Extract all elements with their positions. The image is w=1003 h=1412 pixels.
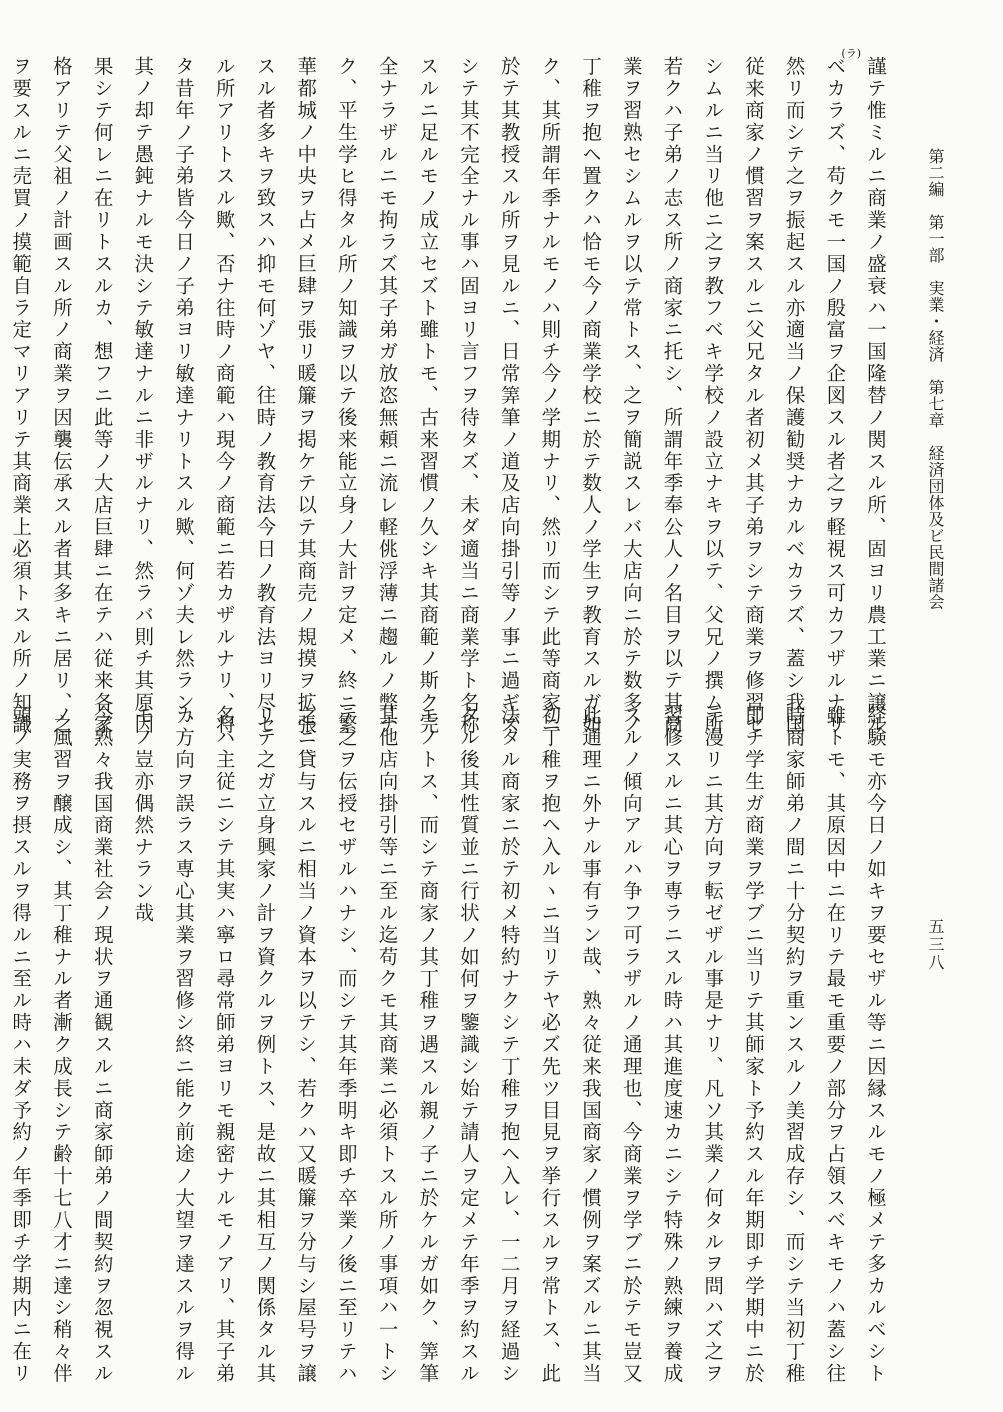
text-line: 頭ノ実務ヲ摂スルヲ得ルニ至ル時ハ未ダ予約ノ年季即チ学期内ニ在リ xyxy=(9,705,33,1385)
text-line: タ昔年ノ子弟皆今日ノ子弟ヨリ敏達ナリトスル歟、何ゾ夫レ然ラン、 xyxy=(172,56,196,736)
text-line: タル後其性質並ニ行状ノ如何ヲ鑒識シ始テ請人ヲ定メテ年季ヲ約スル xyxy=(456,705,480,1385)
text-line: 習修スルニ其心ヲ専ラニスル時ハ其進度速カニシテ特殊ノ熟練ヲ養成 xyxy=(660,705,684,1385)
text-line: ル所アリトスル歟、否ナ往時ノ商範ハ現今ノ商範ニ若カザルナリ、将 xyxy=(212,56,236,736)
text-line: 全ナラザルニモ拘ラズ其子弟ガ放恣無頼ニ流レ軽佻浮薄ニ趨ルノ弊ナ xyxy=(375,56,399,736)
text-line: 丁稚ヲ抱ヘ置クハ恰モ今ノ商業学校ニ於テ数人ノ学生ヲ教育スルガ如 xyxy=(579,56,603,736)
text-line: ク、平生学ヒ得タル所ノ知識ヲ以テ後来能立身ノ大計ヲ定メ、終ニ繁 xyxy=(334,56,358,736)
text-line: 経験モ亦今日ノ如キヲ要セザル等ニ因縁スルモノ極メテ多カルベシト xyxy=(864,705,887,1385)
running-head: 第二編 第一部 実業・経済 第七章 経済団体及ビ民間諸会 xyxy=(926,148,945,610)
text-line: カ方向ヲ誤ラス専心其業ヲ習修シ終ニ能ク前途ノ大望ヲ達スルヲ得ル xyxy=(172,705,196,1385)
text-line: ク、其所謂年季ナルモノハ則チ今ノ学期ナリ、然リ而シテ此等商家ニ xyxy=(538,56,562,736)
text-line: スルノ傾向アルハ争フ可ラザルノ通理也、今商業ヲ学ブニ於テモ豈又 xyxy=(619,705,643,1385)
text-line: シテ其不完全ナル事ハ固ヨリ言フヲ待タズ、未ダ適当ニ商業学ト名称 xyxy=(456,56,480,736)
text-line: 従来商家ノ慣習ヲ案スルニ父兄タル者初メ其子弟ヲシテ商業ヲ修習セ xyxy=(741,56,765,736)
text-line: 其他店向掛引等ニ至ル迄苟クモ其商業ニ必須トスル所ノ事項ハ一トシ xyxy=(375,705,399,1385)
text-line: 於テ其教授スル所ヲ見ルニ、日常筭筆ノ道及店向掛引等ノ事ニ過ギズ xyxy=(497,56,521,736)
text-line: 此通理ニ外ナル事有ラン哉、熟々従来我国商家ノ慣例ヲ案ズルニ其当 xyxy=(579,705,603,1385)
text-line: 名ハ主従ニシテ其実ハ寧ロ尋常師弟ヨリモ親密ナルモノアリ、其子弟 xyxy=(212,705,236,1385)
text-line: シムルニ当リ他ニ之ヲ教フベキ学校ノ設立ナキヲ以テ、父兄ノ撰ム所 xyxy=(701,56,725,736)
text-line: スル者多キヲ致スハ抑モ何ゾヤ、往時ノ教育法今日ノ教育法ヨリ尽セ xyxy=(253,56,277,736)
text-line: 時商家師弟ノ間ニ十分契約ヲ重ンスルノ美習成存シ、而シテ当初丁稚 xyxy=(782,705,806,1385)
text-line: 其ノ却テ愚鈍ナルモ決シテ敏達ナルニ非ザルナリ、然ラバ則チ其原因 xyxy=(131,56,155,736)
text-line: ノ風習ヲ醸成シ、其丁稚ナル者漸ク成長シテ齢十七八才ニ達シ稍々伴 xyxy=(49,705,73,1385)
page-number: 五三八 xyxy=(926,918,945,972)
text-line: 然リ而シテ之ヲ振起スル亦適当ノ保護勧奨ナカルベカラズ、蓋シ我国 xyxy=(782,56,806,736)
text-line: ヲ要スルニ売買ノ摸範自ラ定マリアリテ其商業上必須トスル所ノ知識 xyxy=(9,56,33,736)
text-line: 法タル商家ニ於テ初メ特約ナクシテ丁稚ヲ抱ヘ入レ、一二月ヲ経過シ xyxy=(497,705,521,1385)
text-line: 之ニ貸与スルニ相当ノ資本ヲ以テシ、若クハ又暖簾ヲ分与シ屋号ヲ譲 xyxy=(294,705,318,1385)
text-line: ベカラズ、苟クモ一国ノ殷富ヲ企図スル者之ヲ軽視ス可カフザルナリ xyxy=(823,56,847,736)
text-line: 今熟々我国商業社会ノ現状ヲ通観スルニ商家師弟ノ間契約ヲ忽視スル xyxy=(90,705,114,1385)
text-line: リテ之ガ立身興家ノ計ヲ資クルヲ例トス、是故ニ其相互ノ関係タル其 xyxy=(253,705,277,1385)
text-line: スルニ足ルモノ成立セズト雖トモ、古来習慣ノ久シキ其商範ノ斯ク完 xyxy=(416,56,440,736)
text-line: モノトス、而シテ商家ノ其丁稚ヲ遇スル親ノ子ニ於ケルガ如ク、筭筆 xyxy=(416,705,440,1385)
text-line: 雖トモ、其原因中ニ在リテ最モ重要ノ部分ヲ占領スベキモノハ蓋シ往 xyxy=(823,705,847,1385)
text-line: 格アリテ父祖ノ計画スル所ノ商業ヲ因襲伝承スル者其多キニ居リ、之 xyxy=(49,56,73,736)
text-line: テ之ヲ伝授セザルハナシ、而シテ其年季明キ即チ卒業ノ後ニ至リテハ xyxy=(334,705,358,1385)
upper-text-block xyxy=(9,56,895,736)
text-line: テ漫リニ其方向ヲ転ゼザル事是ナリ、凡ソ其業ノ何タルヲ問ハズ之ヲ xyxy=(701,705,725,1385)
text-line: モノ豈亦偶然ナラン哉 xyxy=(131,705,155,925)
text-line: 果シテ何レニ在リトスルカ、想フニ此等ノ大店巨肆ニ在テハ従来各家 xyxy=(90,56,114,736)
text-line: 若クハ子弟ノ志ス所ノ商家ニ托シ、所謂年季奉公人ノ名目ヲ以テ其商 xyxy=(660,56,684,736)
lower-text-block xyxy=(9,705,895,1385)
text-line: 業ヲ習熟セシムルヲ以テ常トス、之ヲ簡説スレバ大店向ニ於テ数多ノ xyxy=(619,56,643,736)
text-line: 謹テ惟ミルニ商業ノ盛衰ハ一国隆替ノ関スル所、固ヨリ農工業ニ譲ル xyxy=(864,56,887,736)
text-line: 初丁稚ヲ抱ヘ入ルヽニ当リテヤ必ズ先ツ目見ヲ挙行スルヲ常トス、此 xyxy=(538,705,562,1385)
text-line: 華都城ノ中央ヲ占メ巨肆ヲ張リ暖簾ヲ掲ケテ以テ其商売ノ規摸ヲ拡張 xyxy=(294,56,318,736)
ruby-annotation: (ラ) xyxy=(841,47,861,60)
text-line: 即チ学生ガ商業ヲ学ブニ当リテ其師家ト予約スル年期即チ学期中ニ於 xyxy=(741,705,765,1385)
